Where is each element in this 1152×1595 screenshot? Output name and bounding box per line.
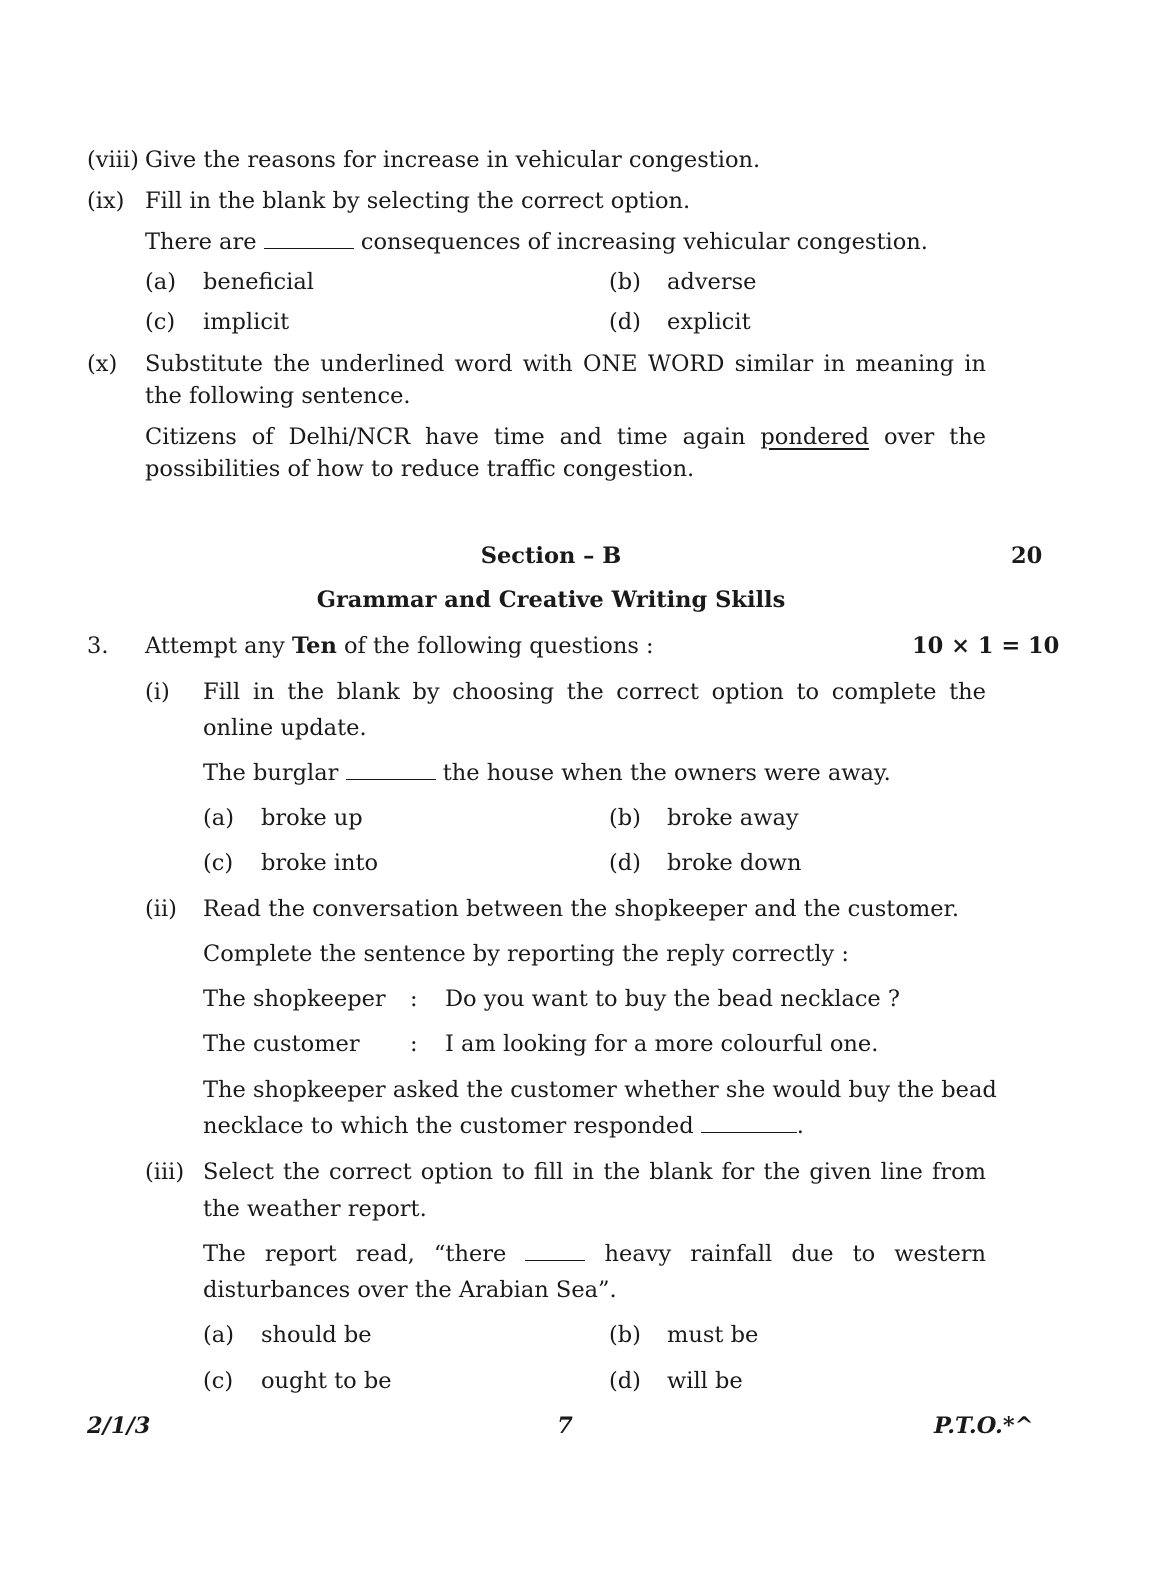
dialogue-line: I am looking for a more colourful one. [445, 1031, 879, 1057]
option-text: explicit [667, 309, 751, 335]
option-text: implicit [203, 309, 290, 335]
section-title: Section – B [480, 543, 622, 569]
answer-blank [525, 1240, 585, 1261]
dialogue-colon: : [410, 1031, 418, 1057]
option-text: broke into [261, 850, 379, 876]
question-text: Fill in the blank by choosing the correct option to complete the [203, 679, 986, 705]
question-text: Read the conversation between the shopkeeper and the customer. [203, 896, 959, 922]
fill-blank-sentence: There are consequences of increasing vehicular congestion. [145, 229, 928, 255]
page-number: 7 [557, 1413, 573, 1439]
option-text: broke away [667, 805, 799, 831]
option-text: ought to be [261, 1368, 392, 1394]
option-key: (b) [609, 805, 641, 831]
question-marks: 10 × 1 = 10 [912, 633, 1060, 659]
section-subtitle: Grammar and Creative Writing Skills [316, 587, 786, 613]
question-instruction: Attempt any Ten of the following questions : [145, 633, 654, 659]
question-text: Fill in the blank by selecting the correct option. [145, 188, 691, 214]
fill-blank-sentence: The report read, “there heavy rainfall due to western [203, 1241, 987, 1267]
dialogue-colon: : [410, 986, 418, 1012]
section-marks: 20 [1011, 543, 1043, 569]
option-key: (a) [203, 1322, 234, 1348]
option-key: (c) [203, 850, 234, 876]
underlined-word: pondered [760, 424, 870, 450]
option-key: (c) [145, 309, 176, 335]
paper-code: 2/1/3 [87, 1413, 151, 1439]
answer-blank [346, 759, 436, 780]
speaker-name: The shopkeeper [203, 986, 386, 1012]
pto-marker: P.T.O.*^ [934, 1413, 1034, 1439]
option-text: will be [667, 1368, 743, 1394]
option-key: (c) [203, 1368, 234, 1394]
option-key: (b) [609, 269, 641, 295]
option-key: (a) [145, 269, 176, 295]
question-number: (x) [87, 351, 118, 377]
reported-sentence: necklace to which the customer responded . [203, 1113, 804, 1139]
option-text: adverse [667, 269, 757, 295]
sentence-line: possibilities of how to reduce traffic congestion. [145, 456, 695, 482]
option-text: beneficial [203, 269, 314, 295]
option-text: broke down [667, 850, 802, 876]
reported-sentence: The shopkeeper asked the customer whether she would buy the bead [203, 1077, 997, 1103]
subquestion-number: (ii) [145, 896, 177, 922]
subquestion-number: (iii) [145, 1159, 185, 1185]
option-key: (d) [609, 1368, 641, 1394]
question-number: (ix) [87, 188, 125, 214]
question-text: Select the correct option to fill in the blank for the given line from [203, 1159, 986, 1185]
question-text: Complete the sentence by reporting the reply correctly : [203, 941, 849, 967]
dialogue-line: Do you want to buy the bead necklace ? [445, 986, 900, 1012]
option-text: should be [261, 1322, 372, 1348]
sentence-line: disturbances over the Arabian Sea”. [203, 1277, 617, 1303]
option-key: (a) [203, 805, 234, 831]
question-text: Give the reasons for increase in vehicular congestion. [145, 147, 761, 173]
sentence-line: Citizens of Delhi/NCR have time and time again pondered over the [145, 424, 986, 450]
answer-blank [701, 1112, 797, 1133]
option-text: broke up [261, 805, 363, 831]
question-text: Substitute the underlined word with ONE WORD similar in meaning in [145, 351, 986, 377]
subquestion-number: (i) [145, 679, 170, 705]
option-key: (d) [609, 309, 641, 335]
question-text: online update. [203, 715, 367, 741]
option-key: (d) [609, 850, 641, 876]
option-key: (b) [609, 1322, 641, 1348]
answer-blank [264, 228, 354, 249]
question-number: (viii) [87, 147, 139, 173]
question-number: 3. [87, 633, 109, 659]
question-text: the following sentence. [145, 383, 411, 409]
question-text: the weather report. [203, 1196, 427, 1222]
option-text: must be [667, 1322, 759, 1348]
speaker-name: The customer [203, 1031, 360, 1057]
fill-blank-sentence: The burglar the house when the owners were away. [203, 760, 891, 786]
